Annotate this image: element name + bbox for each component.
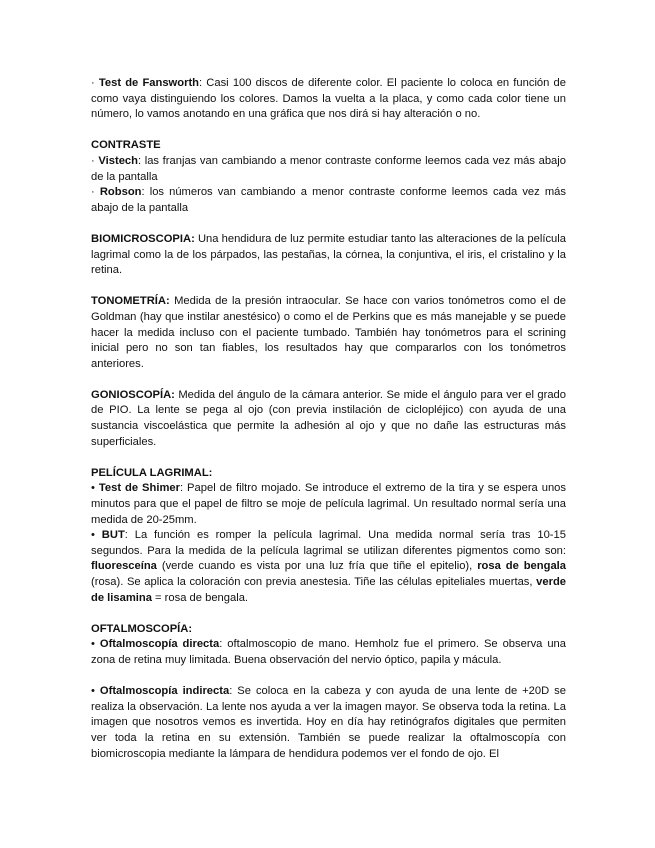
robson-term: Robson — [99, 186, 142, 199]
bullet: • — [91, 482, 99, 495]
vistech-paragraph — [91, 154, 566, 185]
spacer — [91, 372, 566, 388]
spacer — [91, 606, 566, 622]
indirecta-paragraph — [91, 684, 566, 762]
contraste-heading — [91, 138, 566, 154]
gonioscopia-text: Medida del ángulo de la cámara anterior. Se mide el ángulo para ver el grado de PIO. La lente se pega al ojo (con previa instilación de ciclopléjico) con ayuda de una sustancia viscoelástica que permite la adhesión al ojo y que no dañe las estructuras más superficiales. — [91, 388, 566, 448]
section-heading: PELÍCULA LAGRIMAL: — [91, 466, 213, 479]
section-heading: CONTRASTE — [91, 139, 161, 152]
robson-paragraph — [91, 185, 566, 216]
biomicroscopia-text: Una hendidura de luz permite estudiar tanto las alteraciones de la película lagrimal como la de los párpados, las pestañas, la córnea, la conjuntiva, el iris, el cristalino y la retina. — [91, 232, 566, 277]
directa-term: Oftalmoscopía directa — [99, 638, 220, 651]
rosa-bengala-term: rosa de bengala — [477, 560, 566, 573]
biomicroscopia-term: BIOMICROSCOPIA: — [91, 232, 195, 245]
gonioscopia-term: GONIOSCOPÍA: — [91, 388, 175, 401]
document-page — [91, 76, 566, 762]
but-paragraph — [91, 528, 566, 606]
verde-lisamina-term: verde de lisamina — [91, 576, 566, 604]
tonometria-text: Medida de la presión intraocular. Se hace con varios tonómetros como el de Goldman (hay que instilar anestésico) o como el de Perkins que es más manejable y se puede hacer la medida incluso con el paciente tumbado. También hay tonómetros para el scrining inicial pero no son tan fiables, los resultados hay que compararlos con los tonómetros anteriores. — [91, 295, 566, 370]
fansworth-paragraph — [91, 76, 566, 123]
bullet: · — [91, 77, 99, 89]
indirecta-text: : Se coloca en la cabeza y con ayuda de una lente de +20D se realiza la observación. La lente nos ayuda a ver la imagen mayor. Se observa toda la retina. La imagen que nosotros vemos es invertida. Hoy en día hay retinógrafos digitales que permiten ver toda la retina en su extensión. También se puede realizar la oftalmoscopía con biomicroscopia mediante la lámpara de hendidura podemos ver el fondo de ojo. El — [91, 685, 566, 760]
but-text: : La función es romper la película lagrimal. Una medida normal sería tras 10-15 segundos. Para la medida de la película lagrimal se utilizan diferentes pigmentos como son: — [91, 529, 566, 557]
fluoresceina-term: fluoresceína — [91, 560, 157, 573]
bullet: · — [91, 186, 100, 199]
robson-text: : los números van cambiando a menor contraste conforme leemos cada vez más abajo de la pantalla — [91, 186, 566, 214]
spacer — [91, 669, 566, 685]
tonometria-term: TONOMETRÍA: — [91, 295, 170, 308]
but-text: (verde cuando es vista por una luz fría que tiñe el epitelio), — [156, 560, 478, 573]
oftalmoscopia-heading — [91, 622, 566, 638]
but-text: (rosa). Se aplica la coloración con previa anestesia. Tiñe las células epiteliales muertas, — [91, 576, 537, 588]
vistech-text: : las franjas van cambiando a menor contraste conforme leemos cada vez más abajo de la pantalla — [91, 154, 566, 183]
tonometria-paragraph — [91, 294, 566, 372]
bullet: · — [91, 154, 99, 167]
vistech-term: Vistech — [98, 154, 138, 167]
spacer — [91, 279, 566, 295]
bullet: • — [91, 529, 102, 542]
spacer — [91, 123, 566, 139]
directa-paragraph — [91, 637, 566, 668]
section-heading: OFTALMOSCOPÍA: — [91, 622, 193, 635]
indirecta-term: Oftalmoscopía indirecta — [99, 685, 230, 698]
biomicroscopia-paragraph — [91, 232, 566, 279]
shimer-text: : Papel de filtro mojado. Se introduce el extremo de la tira y se espera unos minutos para que el papel de filtro se moje de película lagrimal. Un resultado normal sería una medida de 20-25mm. — [91, 482, 566, 526]
spacer — [91, 216, 566, 232]
fansworth-text: : Casi 100 discos de diferente color. El paciente lo coloca en función de como vaya distinguiendo los colores. Damos la vuelta a la placa, y como cada color tiene un número, lo vamos anotando en una gráfica que nos dirá si hay alteración o no. — [91, 77, 566, 121]
gonioscopia-paragraph — [91, 388, 566, 450]
but-text: = rosa de bengala. — [151, 591, 249, 604]
directa-text: : oftalmoscopio de mano. Hemholz fue el primero. Se observa una zona de retina muy limitada. Buena observación del nervio óptico, papila y mácula. — [91, 638, 566, 666]
pelicula-heading — [91, 466, 566, 482]
spacer — [91, 450, 566, 466]
fansworth-term: Test de Fansworth — [98, 77, 200, 89]
bullet: • — [91, 638, 100, 651]
shimer-term: Test de Shimer — [98, 482, 180, 495]
but-term: BUT — [101, 529, 125, 542]
bullet: • — [91, 685, 100, 698]
shimer-paragraph — [91, 481, 566, 528]
